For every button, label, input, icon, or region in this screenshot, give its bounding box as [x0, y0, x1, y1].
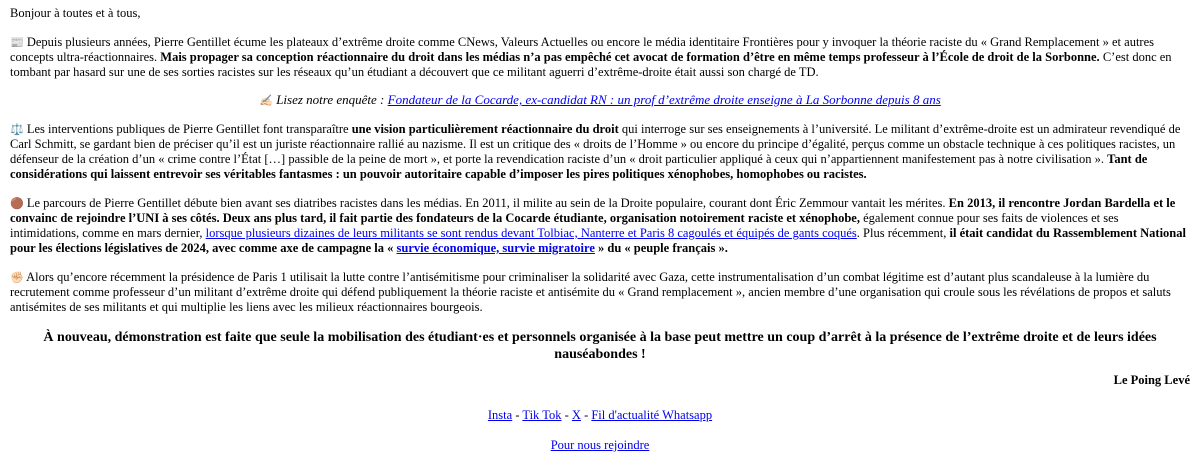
intro-paragraph: [10, 35, 1190, 80]
scales-icon: ⚖️: [10, 123, 24, 136]
separator: -: [580, 408, 592, 422]
career-paragraph: [10, 196, 1190, 256]
join-line: [10, 438, 1190, 453]
separator: -: [561, 408, 572, 422]
headline: À nouveau, démonstration est faite que seule la mobilisation des étudiant·es et personnels organisée à la base peut mettre un coup d’arrêt à la présence de l’extrême droite et de leurs idées nauséabondes !: [43, 330, 1157, 362]
tolbiac-link[interactable]: lorsque plusieurs dizaines de leurs militants se sont rendus devant Tolbiac, Nanterre et Paris 8 cagoulés et équipés de gants coqués: [205, 226, 857, 240]
career-bold-1: En 2013, il rencontre Jordan Bardella et le convainc de rejoindre l’UNI à ses côtés. Deux ans plus tard, il fait partie des fondateurs de la Cocarde étudiante, organisation notoirement raciste et xénophobe,: [10, 196, 1176, 225]
whatsapp-link[interactable]: Fil d'actualité Whatsapp: [591, 408, 713, 422]
x-link[interactable]: X: [571, 408, 581, 422]
intro-bold: Mais propager sa conception réactionnaire du droit dans les médias n’a pas empêché cet avocat de formation d’être en même temps professeur à l’École de droit de la Sorbonne.: [160, 50, 1100, 64]
intro-text-1: Depuis plusieurs années, Pierre Gentillet écume les plateaux d’extrême droite comme CNews, Valeurs Actuelles ou encore le média identitaire Frontières pour y invoquer la théorie raciste du « Grand Remplacement » et autres concepts ultra-réactionnaires.: [10, 35, 1154, 64]
read-more-line: [10, 92, 1190, 108]
join-link[interactable]: Pour nous rejoindre: [550, 438, 650, 452]
career-text-1: Le parcours de Pierre Gentillet débute bien avant ses diatribes racistes dans les médias. En 2011, il milite au sein de la Droite populaire, courant dont Éric Zemmour vantait les mérites.: [23, 196, 949, 210]
law-text-2: qui interroge sur ses enseignements à l’université. Le militant d’extrême-droite est un admirateur revendiqué de Carl Schmitt, se gardant bien de préciser qu’il est un juriste réactionnaire rallié au nazisme. Il est un critique des « droits de l’Homme » ou encore du principe d’égalité, perçus comme un obstacle technique à ces politiques racistes, un défenseur de la création d’un « crime contre l’État […] passible de la peine de mort », et porte la revendication raciste d’un « droit particulier appliqué à ceux qui n’appartiennent manifestement pas à notre civilisation ».: [10, 122, 1181, 166]
law-bold-1: une vision particulièrement réactionnaire du droit: [351, 122, 619, 136]
brown-circle-icon: 🟤: [10, 197, 24, 210]
signature: Le Poing Levé: [1113, 373, 1190, 387]
law-bold-2: Tant de considérations qui laissent entrevoir ses véritables fantasmes : un pouvoir autoritaire capable d’imposer les pires politiques xénophobes, homophobes ou racistes.: [10, 152, 1148, 181]
read-more-prefix: Lisez notre enquête :: [272, 92, 388, 107]
insta-link[interactable]: Insta: [487, 408, 513, 422]
survie-link[interactable]: survie économique, survie migratoire: [396, 241, 595, 255]
social-links: [10, 408, 1190, 423]
career-text-2: également connue pour ses faits de violences et ses intimidations, comme en mars dernier,: [10, 211, 1119, 240]
writing-hand-icon: ✍🏻: [259, 94, 273, 107]
intro-text-2: C’est donc en tombant par hasard sur une de ses sorties racistes sur les réseaux qu’un étudiant a découvert que ce militant aguerri d’extrême-droite était aussi son chargé de TD.: [10, 50, 1172, 79]
career-bold-2: il était candidat du Rassemblement National pour les élections législatives de 2024, avec comme axe de campagne la «: [10, 226, 1186, 255]
law-paragraph: [10, 122, 1190, 182]
law-text-1: Les interventions publiques de Pierre Gentillet font transparaître: [23, 122, 352, 136]
career-text-3: . Plus récemment,: [856, 226, 950, 240]
career-bold-3: » du « peuple français ».: [594, 241, 728, 255]
paris1-paragraph: [10, 270, 1190, 315]
newspaper-icon: 📰: [10, 36, 24, 49]
investigation-link[interactable]: Fondateur de la Cocarde, ex-candidat RN : un prof d’extrême droite enseigne à La Sorbonne depuis 8 ans: [387, 92, 941, 107]
paris1-text: Alors qu’encore récemment la présidence de Paris 1 utilisait la lutte contre l’antisémitisme pour criminaliser la solidarité avec Gaza, cette instrumentalisation d’un combat légitime est d’autant plus scandaleuse à la lumière du recrutement comme professeur d’un militant d’extrême droite qui défend publiquement la théorie raciste et antisémite du « Grand remplacement », ancien membre d’une organisation qui croule sous les révélations de propos et saluts antisémites de ses militants et qui multiplie les liens avec les milieux réactionnaires bourgeois.: [10, 270, 1171, 314]
tiktok-link[interactable]: Tik Tok: [522, 408, 562, 422]
separator: -: [512, 408, 523, 422]
greeting: Bonjour à toutes et à tous,: [10, 6, 141, 20]
raised-fist-icon: ✊🏻: [10, 271, 24, 284]
